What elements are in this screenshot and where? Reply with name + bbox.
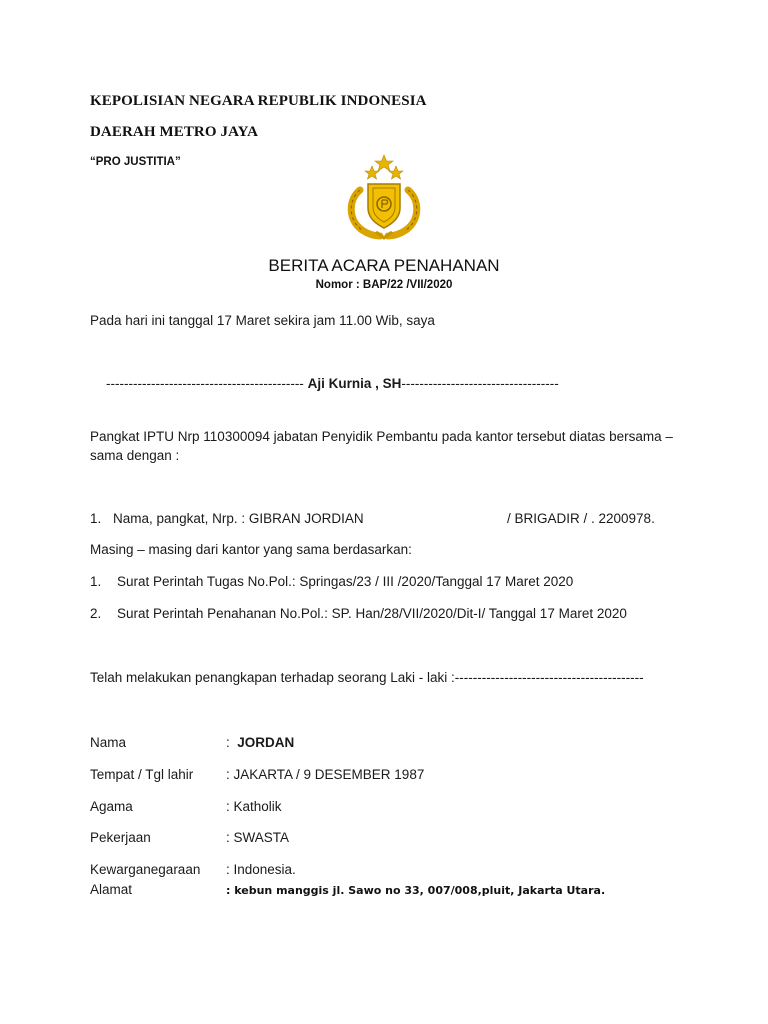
order-text: Surat Perintah Tugas No.Pol.: Springas/23 / III /2020/Tanggal 17 Maret 2020 (117, 574, 574, 589)
officer-line (106, 376, 559, 391)
address-value: : kebun manggis jl. Sawo no 33, 007/008,pluit, Jakarta Utara. (226, 884, 606, 897)
companion-item (90, 511, 364, 526)
job-label: Pekerjaan (90, 830, 151, 845)
officer-line-suffix: ----------------------------------- (401, 376, 559, 391)
order-number: 2. (90, 606, 102, 621)
opening-statement: Pada hari ini tanggal 17 Maret sekira jam 11.00 Wib, saya (90, 313, 435, 328)
order-item (90, 606, 627, 621)
companion-number: 1. (90, 511, 102, 526)
job-value: : SWASTA (226, 830, 290, 845)
order-number: 1. (90, 574, 102, 589)
rank-paragraph: Pangkat IPTU Nrp 110300094 jabatan Penyidik Pembantu pada kantor tersebut diatas bersama – sama dengan : (90, 429, 673, 463)
birth-label: Tempat / Tgl lahir (90, 767, 194, 782)
basis-intro: Masing – masing dari kantor yang sama berdasarkan: (90, 542, 412, 557)
arrest-statement: Telah melakukan penangkapan terhadap seorang Laki - laki :------------------------------------------ (90, 670, 644, 685)
region-name: DAERAH METRO JAYA (90, 124, 259, 140)
document-title: BERITA ACARA PENAHANAN (268, 256, 500, 275)
companion-label: Nama, pangkat, Nrp. : GIBRAN JORDIAN (113, 511, 364, 526)
order-item (90, 574, 573, 589)
order-text: Surat Perintah Penahanan No.Pol.: SP. Han/28/VII/2020/Dit-I/ Tanggal 17 Maret 2020 (117, 606, 627, 621)
nationality-label: Kewarganegaraan (90, 862, 201, 877)
nationality-value: : Indonesia. (226, 862, 296, 877)
name-label: Nama (90, 735, 127, 750)
religion-label: Agama (90, 799, 133, 814)
document-number: Nomor : BAP/22 /VII/2020 (315, 279, 453, 291)
officer-line-prefix: -------------------------------------------- (106, 376, 304, 391)
pro-justitia: “PRO JUSTITIA” (90, 156, 181, 168)
institution-name: KEPOLISIAN NEGARA REPUBLIK INDONESIA (90, 93, 427, 109)
address-label: Alamat (90, 882, 133, 897)
officer-name: Aji Kurnia , SH (307, 376, 402, 391)
police-emblem-icon (338, 152, 430, 242)
companion-detail: / BRIGADIR / . 2200978. (507, 511, 655, 526)
birth-value: : JAKARTA / 9 DESEMBER 1987 (226, 767, 425, 782)
name-value: : JORDAN (226, 735, 295, 750)
suspect-name: JORDAN (237, 735, 295, 750)
religion-value: : Katholik (226, 799, 282, 814)
